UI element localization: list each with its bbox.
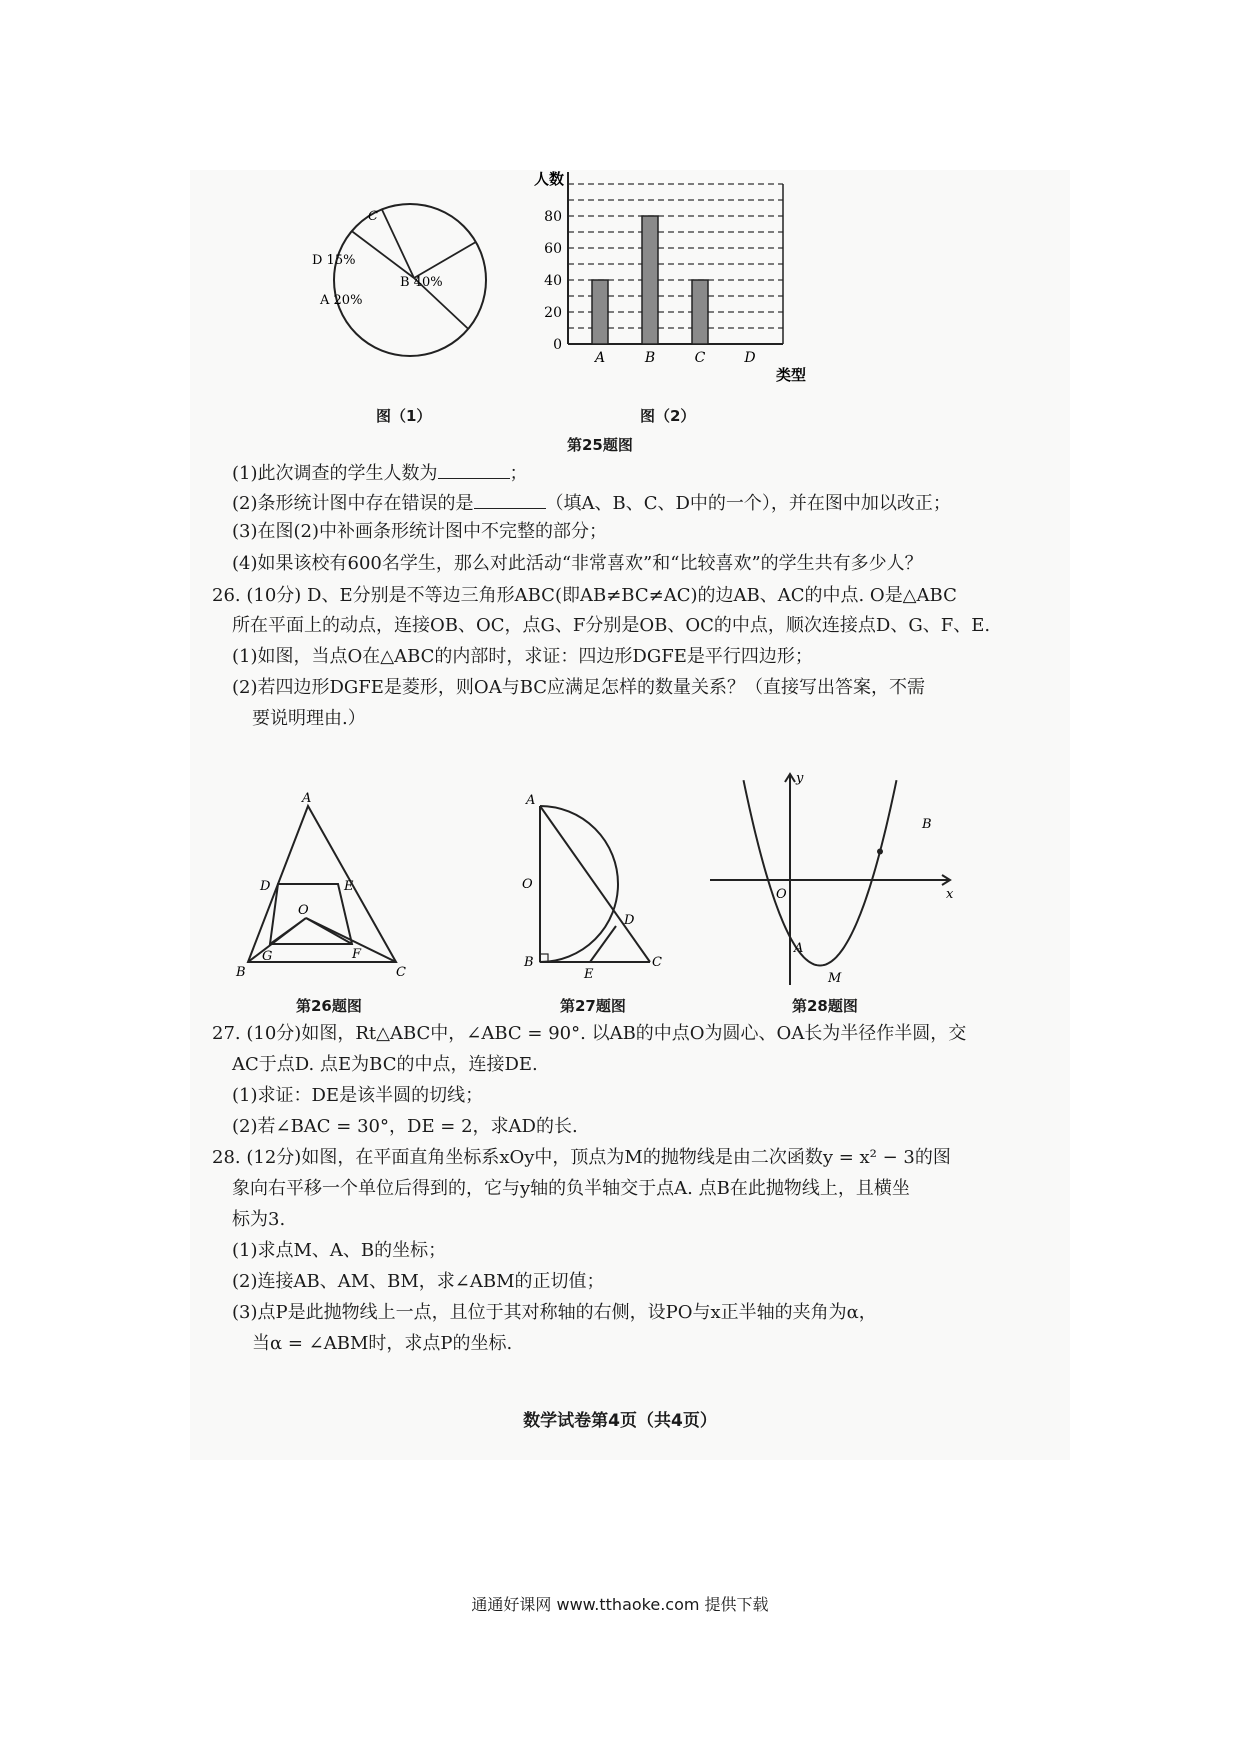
bar-y-tick: 60	[544, 241, 562, 257]
svg-text:A: A	[526, 793, 536, 808]
svg-text:O: O	[298, 903, 309, 918]
q27-line4: (2)若∠BAC = 30°，DE = 2，求AD的长.	[232, 1116, 578, 1137]
svg-text:D: D	[260, 879, 271, 894]
q28-line7: 当α = ∠ABM时，求点P的坐标.	[252, 1333, 513, 1354]
bar-category-label: C	[694, 350, 706, 366]
pie-divider	[382, 209, 414, 278]
bar-y-tick: 0	[553, 337, 562, 353]
fig26-caption: 第26题图	[296, 997, 362, 1015]
bar-category-label: D	[744, 350, 756, 366]
svg-text:y: y	[796, 771, 804, 786]
pie-label-b: B 40%	[400, 275, 443, 290]
q28-line6: (3)点P是此抛物线上一点，且位于其对称轴的右侧，设PO与x正半轴的夹角为α，	[232, 1302, 877, 1323]
pie-chart	[312, 200, 490, 360]
q27-line1: 27. (10分)如图，Rt△ABC中，∠ABC = 90°. 以AB的中点O为圆心、OA长为半径作半圆，交	[212, 1023, 967, 1044]
parabola-curve	[744, 780, 897, 965]
q27-line3: (1)求证：DE是该半圆的切线；	[232, 1085, 484, 1106]
q25-line2: (2)条形统计图中存在错误的是 （填A、B、C、D中的一个），并在图中加以改正；	[232, 490, 951, 516]
svg-text:M: M	[828, 971, 842, 986]
q25-line1: (1)此次调查的学生人数为 ；	[232, 460, 528, 486]
svg-text:E: E	[584, 967, 594, 982]
q26-line3: (1)如图，当点O在△ABC的内部时，求证：四边形DGFE是平行四边形；	[232, 646, 813, 667]
q26-line2: 所在平面上的动点，连接OB、OC，点G、F分别是OB、OC的中点，顺次连接点D、G、F、E.	[232, 615, 991, 636]
svg-text:C: C	[652, 955, 662, 970]
svg-text:x: x	[946, 887, 954, 902]
bar-b	[642, 216, 658, 344]
bar-y-tick: 20	[544, 305, 562, 321]
answer-blank-2[interactable]	[474, 490, 546, 509]
figure-26	[236, 790, 410, 990]
q28-line3: 标为3.	[232, 1209, 286, 1230]
bar-c	[692, 280, 708, 344]
svg-text:B: B	[524, 955, 534, 970]
bar-x-title: 类型	[776, 366, 807, 384]
q28-line4: (1)求点M、A、B的坐标；	[232, 1240, 447, 1261]
fig27-caption: 第27题图	[560, 997, 626, 1015]
pie-label-c: C	[368, 209, 378, 224]
q25-line3: (3)在图(2)中补画条形统计图中不完整的部分；	[232, 521, 607, 542]
page-number: 数学试卷第4页（共4页）	[523, 1411, 717, 1431]
bar-category-label: B	[644, 350, 656, 366]
svg-text:E: E	[344, 879, 354, 894]
point-b	[877, 849, 883, 855]
q26-line1: 26. (10分) D、E分别是不等边三角形ABC(即AB≠BC≠AC)的边AB、AC的中点. O是△ABC	[212, 585, 957, 606]
q28-line1: 28. (12分)如图，在平面直角坐标系xOy中，顶点为M的抛物线是由二次函数y = x² − 3的图	[212, 1147, 951, 1168]
pie-divider	[414, 242, 476, 278]
fig28-caption: 第28题图	[792, 997, 858, 1015]
bar-a	[592, 280, 608, 344]
bar-y-title: 人数	[534, 170, 565, 188]
pie-label-d: D 15%	[312, 253, 356, 268]
pie-divider	[352, 231, 414, 278]
q28-line2: 象向右平移一个单位后得到的，它与y轴的负半轴交于点A. 点B在此抛物线上，且横坐	[232, 1178, 910, 1199]
bar-caption: 图（2）	[640, 407, 696, 425]
answer-blank-1[interactable]	[438, 460, 510, 479]
pie-label-a: A 20%	[320, 293, 363, 308]
svg-text:O: O	[522, 877, 533, 892]
figure-28	[710, 770, 960, 995]
q26-line4: (2)若四边形DGFE是菱形，则OA与BC应满足怎样的数量关系？（直接写出答案，不需	[232, 677, 926, 698]
bar-chart	[536, 168, 826, 393]
svg-text:G: G	[262, 949, 273, 964]
q25-line4: (4)如果该校有600名学生，那么对此活动“非常喜欢”和“比较喜欢”的学生共有多少人？	[232, 553, 923, 574]
fig25-caption: 第25题图	[567, 436, 633, 454]
pie-caption: 图（1）	[376, 407, 432, 425]
q28-line5: (2)连接AB、AM、BM，求∠ABM的正切值；	[232, 1271, 605, 1292]
q26-line5: 要说明理由.）	[252, 708, 366, 729]
svg-text:A: A	[794, 941, 804, 956]
svg-text:C: C	[396, 965, 406, 980]
q27-line2: AC于点D. 点E为BC的中点，连接DE.	[232, 1054, 538, 1075]
svg-text:F: F	[352, 947, 362, 962]
figure-27	[520, 790, 670, 990]
svg-text:A: A	[302, 791, 312, 806]
svg-text:B: B	[236, 965, 246, 980]
bar-y-tick: 80	[544, 209, 562, 225]
bar-y-tick: 40	[544, 273, 562, 289]
bar-category-label: A	[594, 350, 606, 366]
svg-text:D: D	[624, 913, 635, 928]
svg-text:O: O	[776, 887, 787, 902]
download-footer: 通通好课网 www.tthaoke.com 提供下载	[471, 1595, 769, 1614]
svg-text:B: B	[922, 817, 932, 832]
